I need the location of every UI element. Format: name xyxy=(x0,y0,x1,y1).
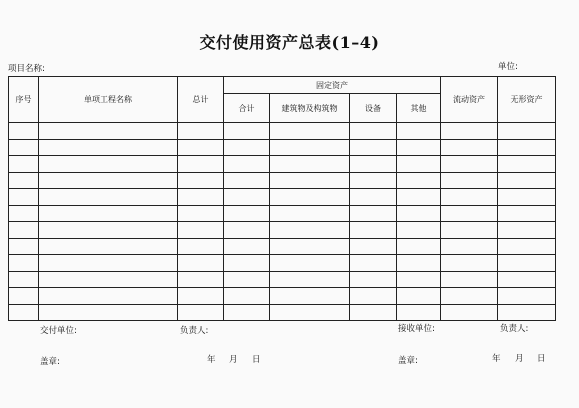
table-cell[interactable] xyxy=(397,271,441,288)
table-cell[interactable] xyxy=(397,156,441,173)
table-cell[interactable] xyxy=(39,288,178,305)
table-cell[interactable] xyxy=(441,271,498,288)
table-row xyxy=(9,189,556,206)
table-cell[interactable] xyxy=(9,189,39,206)
header-total: 总计 xyxy=(178,77,224,123)
table-cell[interactable] xyxy=(9,123,39,140)
table-cell[interactable] xyxy=(441,156,498,173)
table-cell[interactable] xyxy=(39,222,178,239)
table-cell[interactable] xyxy=(498,238,556,255)
receive-year-label: 年 xyxy=(492,354,501,364)
table-row xyxy=(9,205,556,222)
table-cell[interactable] xyxy=(397,123,441,140)
table-cell[interactable] xyxy=(270,172,350,189)
table-cell[interactable] xyxy=(350,156,397,173)
table-cell[interactable] xyxy=(178,255,224,272)
table-cell[interactable] xyxy=(9,271,39,288)
table-row xyxy=(9,139,556,156)
receive-person-label: 负责人: xyxy=(500,324,529,334)
table-cell[interactable] xyxy=(39,123,178,140)
table-cell[interactable] xyxy=(350,123,397,140)
header-other: 其他 xyxy=(397,94,441,123)
table-cell[interactable] xyxy=(224,123,270,140)
table-row xyxy=(9,156,556,173)
table-cell[interactable] xyxy=(350,255,397,272)
table-cell[interactable] xyxy=(224,288,270,305)
table-cell[interactable] xyxy=(350,222,397,239)
table-cell[interactable] xyxy=(397,288,441,305)
document-title: 交付使用资产总表(1–4) xyxy=(199,33,380,52)
table-cell[interactable] xyxy=(9,238,39,255)
table-cell[interactable] xyxy=(498,156,556,173)
table-cell[interactable] xyxy=(441,139,498,156)
table-cell[interactable] xyxy=(9,205,39,222)
unit-label: 单位: xyxy=(498,62,518,72)
table-cell[interactable] xyxy=(270,255,350,272)
table-row xyxy=(9,172,556,189)
table-cell[interactable] xyxy=(224,189,270,206)
table-cell[interactable] xyxy=(39,271,178,288)
table-cell[interactable] xyxy=(498,123,556,140)
table-cell[interactable] xyxy=(270,139,350,156)
table-cell[interactable] xyxy=(178,172,224,189)
table-body xyxy=(9,123,556,321)
table-cell[interactable] xyxy=(397,189,441,206)
project-name-label: 项目名称: xyxy=(8,64,45,74)
table-cell[interactable] xyxy=(178,271,224,288)
table-cell[interactable] xyxy=(224,304,270,321)
table-cell[interactable] xyxy=(224,255,270,272)
table-cell[interactable] xyxy=(178,288,224,305)
table-cell[interactable] xyxy=(270,222,350,239)
table-cell[interactable] xyxy=(270,271,350,288)
table-cell[interactable] xyxy=(178,123,224,140)
table-cell[interactable] xyxy=(397,238,441,255)
table-cell[interactable] xyxy=(350,271,397,288)
table-cell[interactable] xyxy=(39,172,178,189)
table-cell[interactable] xyxy=(39,205,178,222)
receive-month-label: 月 xyxy=(515,354,524,364)
header-item-name: 单项工程名称 xyxy=(39,77,178,123)
receive-day-label: 日 xyxy=(537,354,546,364)
table-cell[interactable] xyxy=(397,139,441,156)
table-cell[interactable] xyxy=(9,288,39,305)
table-row xyxy=(9,222,556,239)
header-current-assets: 流动资产 xyxy=(441,77,498,123)
table-cell[interactable] xyxy=(498,189,556,206)
table-cell[interactable] xyxy=(270,238,350,255)
table-cell[interactable] xyxy=(441,255,498,272)
header-equipment: 设备 xyxy=(350,94,397,123)
table-cell[interactable] xyxy=(350,172,397,189)
table-cell[interactable] xyxy=(224,238,270,255)
table-row xyxy=(9,304,556,321)
table-row xyxy=(9,288,556,305)
table-row xyxy=(9,123,556,140)
header-buildings: 建筑物及构筑物 xyxy=(270,94,350,123)
table-cell[interactable] xyxy=(498,255,556,272)
table-cell[interactable] xyxy=(39,139,178,156)
table-cell[interactable] xyxy=(224,172,270,189)
table-cell[interactable] xyxy=(397,222,441,239)
table-cell[interactable] xyxy=(9,255,39,272)
table-cell[interactable] xyxy=(441,205,498,222)
table-cell[interactable] xyxy=(224,271,270,288)
receive-unit-label: 接收单位: xyxy=(398,324,435,334)
table-cell[interactable] xyxy=(441,172,498,189)
table-cell[interactable] xyxy=(178,222,224,239)
table-cell[interactable] xyxy=(498,271,556,288)
table-cell[interactable] xyxy=(441,123,498,140)
table-cell[interactable] xyxy=(39,304,178,321)
table-cell[interactable] xyxy=(350,304,397,321)
table-cell[interactable] xyxy=(350,139,397,156)
table-row xyxy=(9,238,556,255)
header-seq: 序号 xyxy=(9,77,39,123)
deliver-seal-label: 盖章: xyxy=(40,357,60,367)
table-cell[interactable] xyxy=(39,156,178,173)
table-cell[interactable] xyxy=(498,205,556,222)
table-cell[interactable] xyxy=(441,288,498,305)
table-cell[interactable] xyxy=(270,156,350,173)
table-cell[interactable] xyxy=(9,222,39,239)
header-fixed-assets: 固定资产 xyxy=(224,77,441,94)
table-cell[interactable] xyxy=(178,139,224,156)
table-cell[interactable] xyxy=(498,222,556,239)
table-cell[interactable] xyxy=(224,156,270,173)
deliver-year-label: 年 xyxy=(207,355,216,365)
table-cell[interactable] xyxy=(270,288,350,305)
table-cell[interactable] xyxy=(178,205,224,222)
header-fixed-subtotal: 合计 xyxy=(224,94,270,123)
table-cell[interactable] xyxy=(270,205,350,222)
table-cell[interactable] xyxy=(39,238,178,255)
table-cell[interactable] xyxy=(178,189,224,206)
table-cell[interactable] xyxy=(498,139,556,156)
table-cell[interactable] xyxy=(178,304,224,321)
table-cell[interactable] xyxy=(350,189,397,206)
table-cell[interactable] xyxy=(498,304,556,321)
table-cell[interactable] xyxy=(178,156,224,173)
deliver-day-label: 日 xyxy=(252,355,261,365)
table-cell[interactable] xyxy=(350,288,397,305)
asset-summary-table xyxy=(8,76,556,321)
table-cell[interactable] xyxy=(498,288,556,305)
table-cell[interactable] xyxy=(224,222,270,239)
table-cell[interactable] xyxy=(270,304,350,321)
table-row xyxy=(9,271,556,288)
table-cell[interactable] xyxy=(224,139,270,156)
table-cell[interactable] xyxy=(441,304,498,321)
deliver-unit-label: 交付单位: xyxy=(40,326,77,336)
deliver-month-label: 月 xyxy=(229,355,238,365)
table-cell[interactable] xyxy=(270,189,350,206)
deliver-person-label: 负责人: xyxy=(180,326,209,336)
table-cell[interactable] xyxy=(441,222,498,239)
table-cell[interactable] xyxy=(9,172,39,189)
table-cell[interactable] xyxy=(441,189,498,206)
table-cell[interactable] xyxy=(397,304,441,321)
table-cell[interactable] xyxy=(270,123,350,140)
table-cell[interactable] xyxy=(350,205,397,222)
table-cell[interactable] xyxy=(178,238,224,255)
header-intangible-assets: 无形资产 xyxy=(498,77,556,123)
table-cell[interactable] xyxy=(9,139,39,156)
table-cell[interactable] xyxy=(224,205,270,222)
receive-seal-label: 盖章: xyxy=(398,356,418,366)
table-cell[interactable] xyxy=(441,238,498,255)
table-row xyxy=(9,255,556,272)
table-cell[interactable] xyxy=(39,189,178,206)
table-cell[interactable] xyxy=(9,156,39,173)
table-cell[interactable] xyxy=(397,205,441,222)
table-cell[interactable] xyxy=(498,172,556,189)
table-cell[interactable] xyxy=(9,304,39,321)
table-cell[interactable] xyxy=(39,255,178,272)
table-cell[interactable] xyxy=(397,172,441,189)
table-cell[interactable] xyxy=(397,255,441,272)
table-cell[interactable] xyxy=(350,238,397,255)
